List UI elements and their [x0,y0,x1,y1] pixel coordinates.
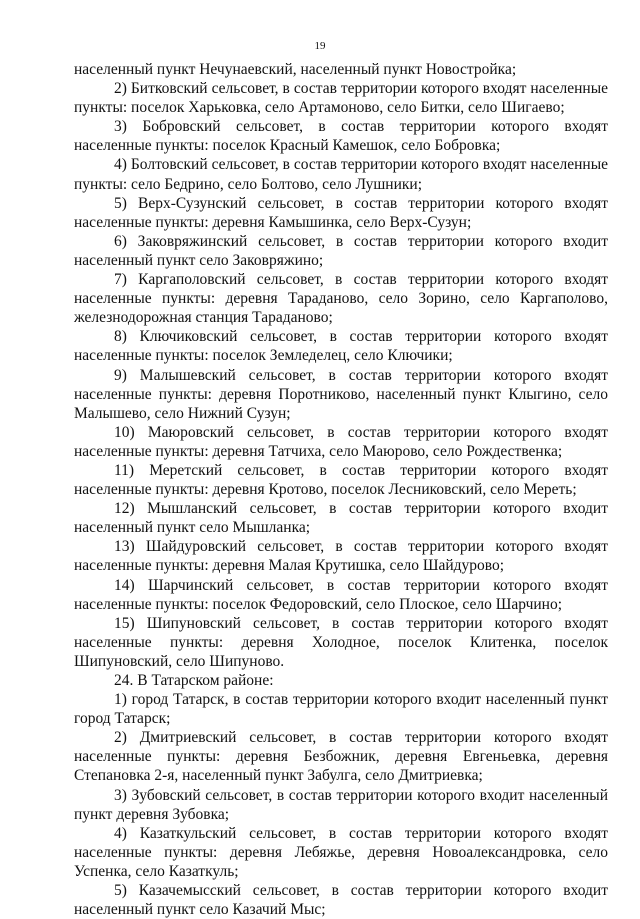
document-paragraph: 6) Заковряжинский сельсовет, в состав территории которого входит населенный пункт село Заковряжино; [74,232,608,269]
document-paragraph: 24. В Татарском районе: [114,672,274,689]
document-paragraph: 11) Меретский сельсовет, в состав территории которого входят населенные пункты: деревня Кротово, поселок Лесниковский, село Мереть; [74,461,608,499]
document-paragraph: населенный пункт Нечунаевский, населенный пункт Новостройка; [74,61,517,78]
document-paragraph: 10) Маюровский сельсовет, в состав территории которого входят населенные пункты: деревня Татчиха, село Маюрово, село Рождественка; [74,423,608,460]
document-paragraph: 4) Казаткульский сельсовет, в состав территории которого входят населенные пункты: деревня Лебяжье, деревня Новоалександровка, село Успенка, село Казаткуль; [74,824,608,880]
document-paragraph: 3) Зубовский сельсовет, в состав территории которого входит населенный пункт деревня Зубовка; [74,786,608,823]
document-paragraph: 7) Каргаполовский сельсовет, в состав территории которого входят населенные пункты: деревня Тараданово, село Зорино, село Каргаполово, железнодорожная станция Тараданово; [74,271,608,327]
page-number: 19 [314,40,326,52]
document-paragraph: 9) Малышевский сельсовет, в состав территории которого входят населенные пункты: деревня Поротниково, населенный пункт Клыгино, село Малышево, село Нижний Сузун; [74,366,608,422]
document-paragraph: 2) Дмитриевский сельсовет, в состав территории которого входят населенные пункты: деревня Безбожник, деревня Евгеньевка, деревня Степановка 2-я, населенный пункт Забулга, село Дмитриевка; [74,729,608,785]
document-body [74,60,608,919]
document-paragraph: 1) город Татарск, в состав территории которого входит населенный пункт город Татарск; [74,691,608,728]
document-paragraph: 4) Болтовский сельсовет, в состав территории которого входят населенные пункты: село Бедрино, село Болтово, село Лушники; [74,156,608,193]
document-paragraph: 14) Шарчинский сельсовет, в состав территории которого входят населенные пункты: поселок Федоровский, село Плоское, село Шарчино; [74,576,608,613]
document-paragraph: 13) Шайдуровский сельсовет, в состав территории которого входят населенные пункты: деревня Малая Крутишка, село Шайдурово; [74,538,608,575]
document-paragraph: 3) Бобровский сельсовет, в состав территории которого входят населенные пункты: поселок Красный Камешок, село Бобровка; [74,118,608,155]
document-paragraph: 12) Мышланский сельсовет, в состав территории которого входит населенный пункт село Мышланка; [74,500,608,537]
document-paragraph: 5) Верх-Сузунский сельсовет, в состав территории которого входят населенные пункты: деревня Камышинка, село Верх-Сузун; [74,194,608,231]
document-paragraph: 15) Шипуновский сельсовет, в состав территории которого входят населенные пункты: деревня Холодное, поселок Клитенка, поселок Шипуновский, село Шипуново. [74,614,608,670]
document-paragraph: 5) Казачемысский сельсовет, в состав территории которого входит населенный пункт село Казачий Мыс; [74,882,608,919]
document-paragraph: 2) Битковский сельсовет, в состав территории которого входят населенные пункты: поселок Харьковка, село Артамоново, село Битки, село Шигаево; [74,80,608,117]
document-paragraph: 8) Ключиковский сельсовет, в состав территории которого входят населенные пункты: поселок Земледелец, село Ключики; [74,328,608,365]
